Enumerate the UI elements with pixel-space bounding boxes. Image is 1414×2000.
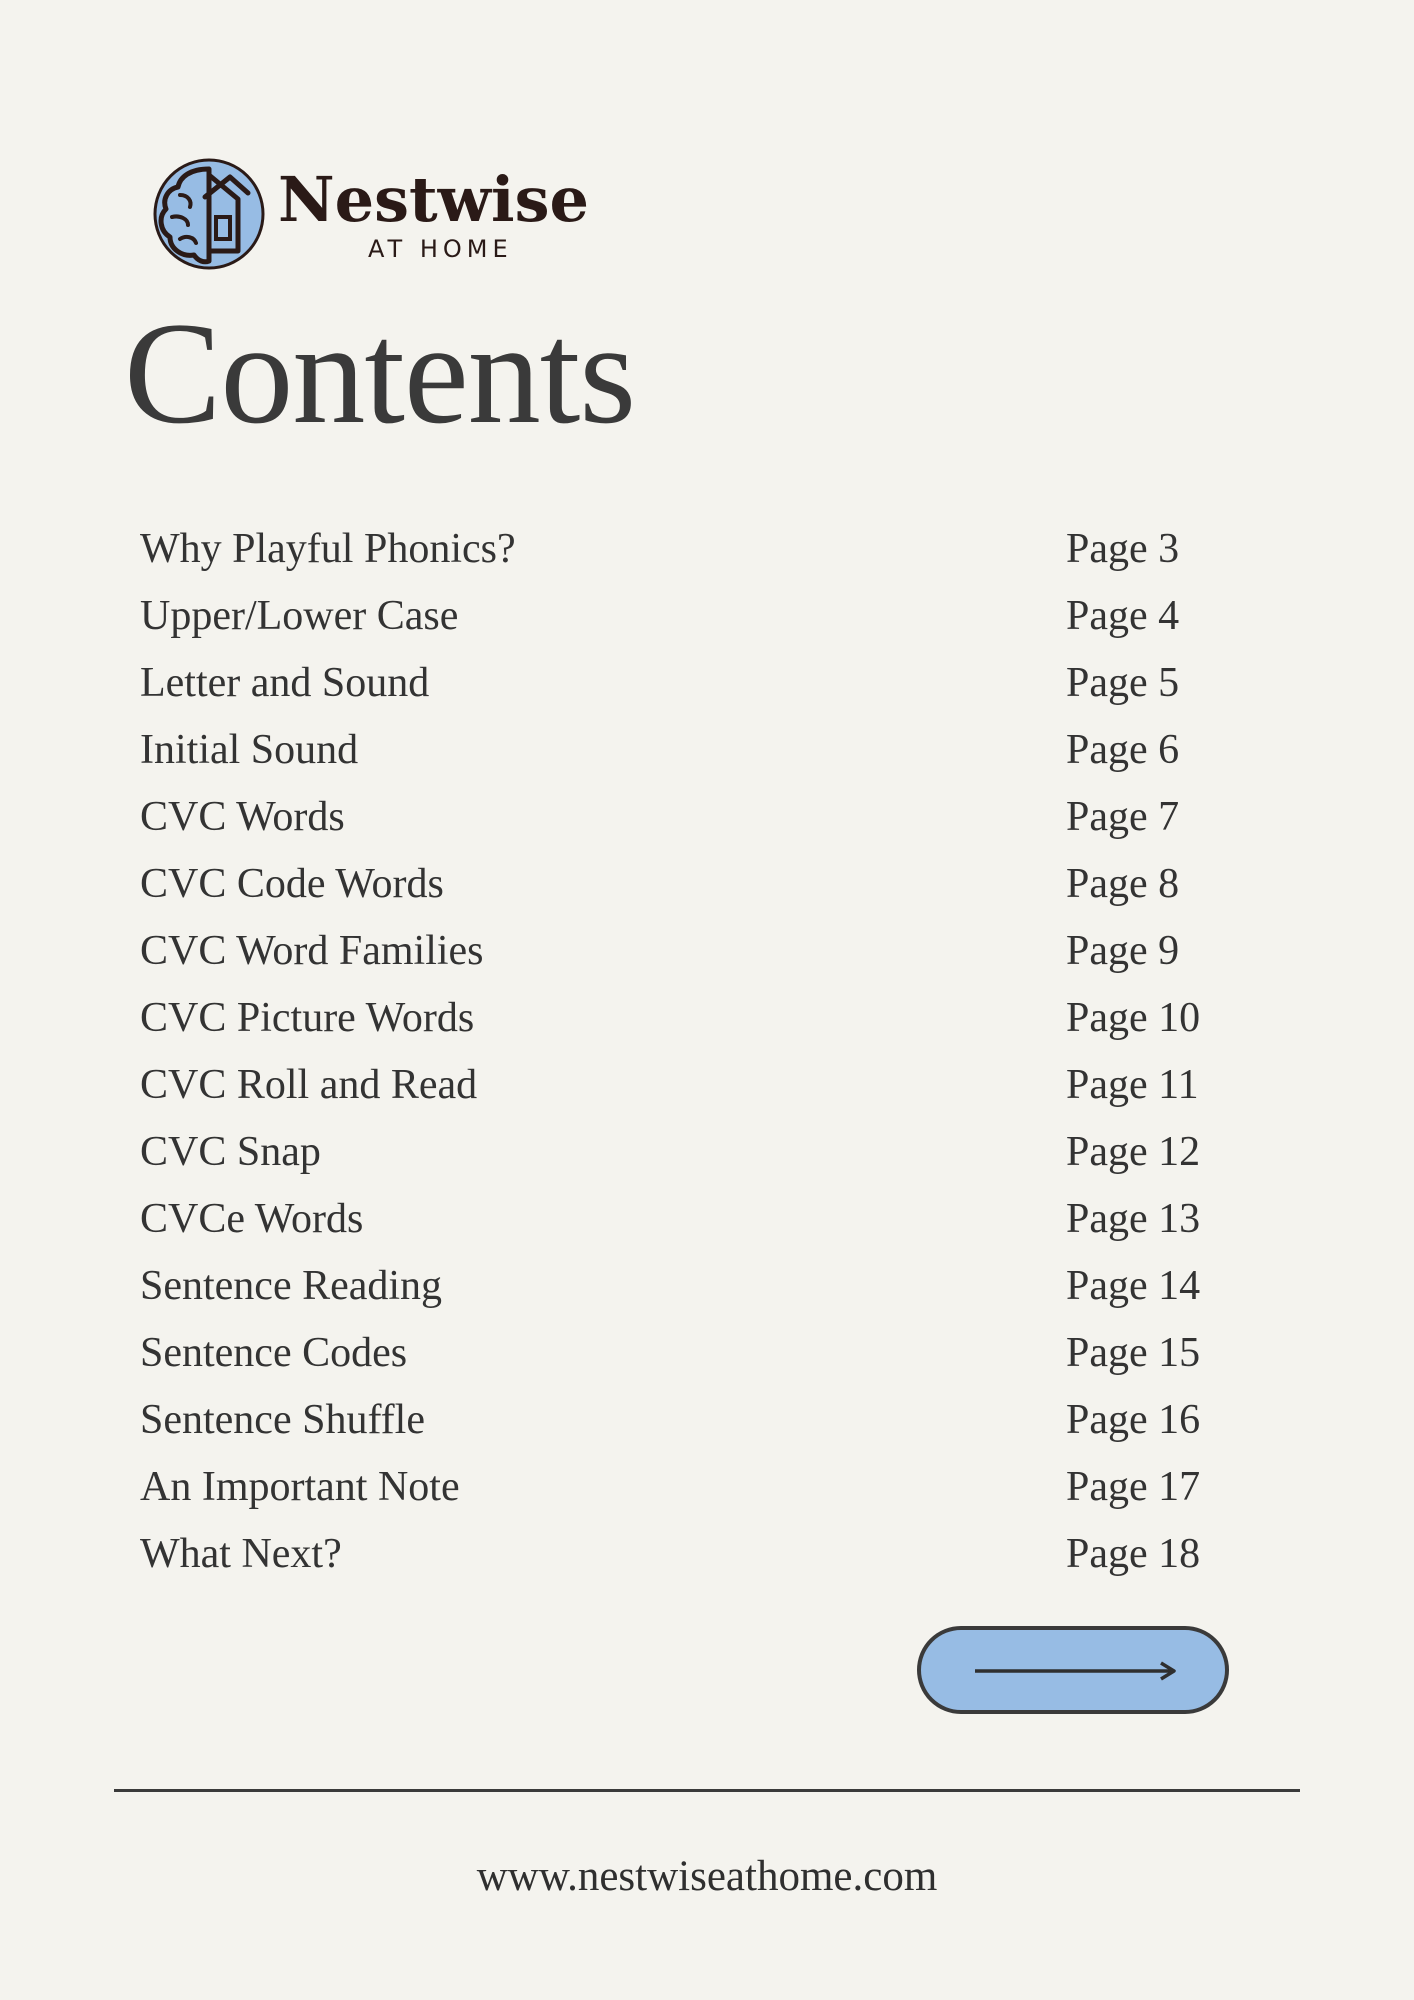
toc-entry-title: CVC Code Words bbox=[140, 861, 444, 907]
toc-entry[interactable] bbox=[140, 520, 1240, 587]
website-link[interactable]: www.nestwiseathome.com bbox=[476, 1853, 938, 1900]
toc-entry[interactable] bbox=[140, 989, 1240, 1056]
toc-entry-page: Page 9 bbox=[1066, 928, 1180, 974]
toc-entry-title: CVC Picture Words bbox=[140, 995, 475, 1041]
toc-entry[interactable] bbox=[140, 587, 1240, 654]
toc-entry-page: Page 12 bbox=[1066, 1129, 1201, 1175]
toc-entry-title: Why Playful Phonics? bbox=[140, 526, 516, 572]
toc-entry-title: An Important Note bbox=[140, 1464, 460, 1510]
toc-entry-page: Page 10 bbox=[1066, 995, 1201, 1041]
footer-divider bbox=[114, 1789, 1300, 1792]
toc-entry-page: Page 7 bbox=[1066, 794, 1180, 840]
page-title: Contents bbox=[124, 292, 636, 454]
toc-entry-title: Letter and Sound bbox=[140, 660, 430, 706]
toc-entry[interactable] bbox=[140, 1525, 1240, 1592]
toc-entry[interactable] bbox=[140, 1190, 1240, 1257]
toc-entry-page: Page 11 bbox=[1066, 1062, 1199, 1108]
next-page-button[interactable] bbox=[917, 1626, 1229, 1714]
toc-entry-page: Page 15 bbox=[1066, 1330, 1201, 1376]
toc-entry[interactable] bbox=[140, 788, 1240, 855]
toc-entry[interactable] bbox=[140, 1391, 1240, 1458]
brand-logo bbox=[150, 155, 610, 275]
toc-entry[interactable] bbox=[140, 1056, 1240, 1123]
toc-entry-page: Page 5 bbox=[1066, 660, 1180, 706]
toc-entry-page: Page 18 bbox=[1066, 1531, 1201, 1577]
toc-entry[interactable] bbox=[140, 1257, 1240, 1324]
toc-entry-title: Sentence Shuffle bbox=[140, 1397, 425, 1443]
toc-entry[interactable] bbox=[140, 855, 1240, 922]
toc-entry-title: Upper/Lower Case bbox=[140, 593, 459, 639]
toc-entry-title: CVC Word Families bbox=[140, 928, 484, 974]
table-of-contents bbox=[140, 520, 1240, 1592]
toc-entry-title: CVC Snap bbox=[140, 1129, 321, 1175]
toc-entry[interactable] bbox=[140, 721, 1240, 788]
toc-entry-title: Sentence Reading bbox=[140, 1263, 443, 1309]
toc-entry-page: Page 17 bbox=[1066, 1464, 1201, 1510]
toc-entry-page: Page 8 bbox=[1066, 861, 1180, 907]
toc-entry-page: Page 4 bbox=[1066, 593, 1180, 639]
toc-entry-title: CVCe Words bbox=[140, 1196, 364, 1242]
toc-entry-page: Page 3 bbox=[1066, 526, 1180, 572]
brand-tagline: AT HOME bbox=[368, 235, 513, 263]
toc-entry-title: CVC Roll and Read bbox=[140, 1062, 478, 1108]
toc-entry-title: Initial Sound bbox=[140, 727, 359, 773]
toc-entry[interactable] bbox=[140, 1123, 1240, 1190]
toc-entry-page: Page 14 bbox=[1066, 1263, 1201, 1309]
toc-entry[interactable] bbox=[140, 922, 1240, 989]
toc-entry[interactable] bbox=[140, 1458, 1240, 1525]
toc-entry-page: Page 16 bbox=[1066, 1397, 1201, 1443]
brain-house-icon bbox=[150, 155, 268, 273]
toc-entry[interactable] bbox=[140, 1324, 1240, 1391]
toc-entry-page: Page 6 bbox=[1066, 727, 1180, 773]
toc-entry[interactable] bbox=[140, 654, 1240, 721]
toc-entry-title: CVC Words bbox=[140, 794, 345, 840]
toc-entry-title: Sentence Codes bbox=[140, 1330, 408, 1376]
brand-name: Nestwise bbox=[278, 163, 589, 236]
arrow-right-icon bbox=[975, 1661, 1179, 1681]
toc-entry-page: Page 13 bbox=[1066, 1196, 1201, 1242]
toc-entry-title: What Next? bbox=[140, 1531, 342, 1577]
